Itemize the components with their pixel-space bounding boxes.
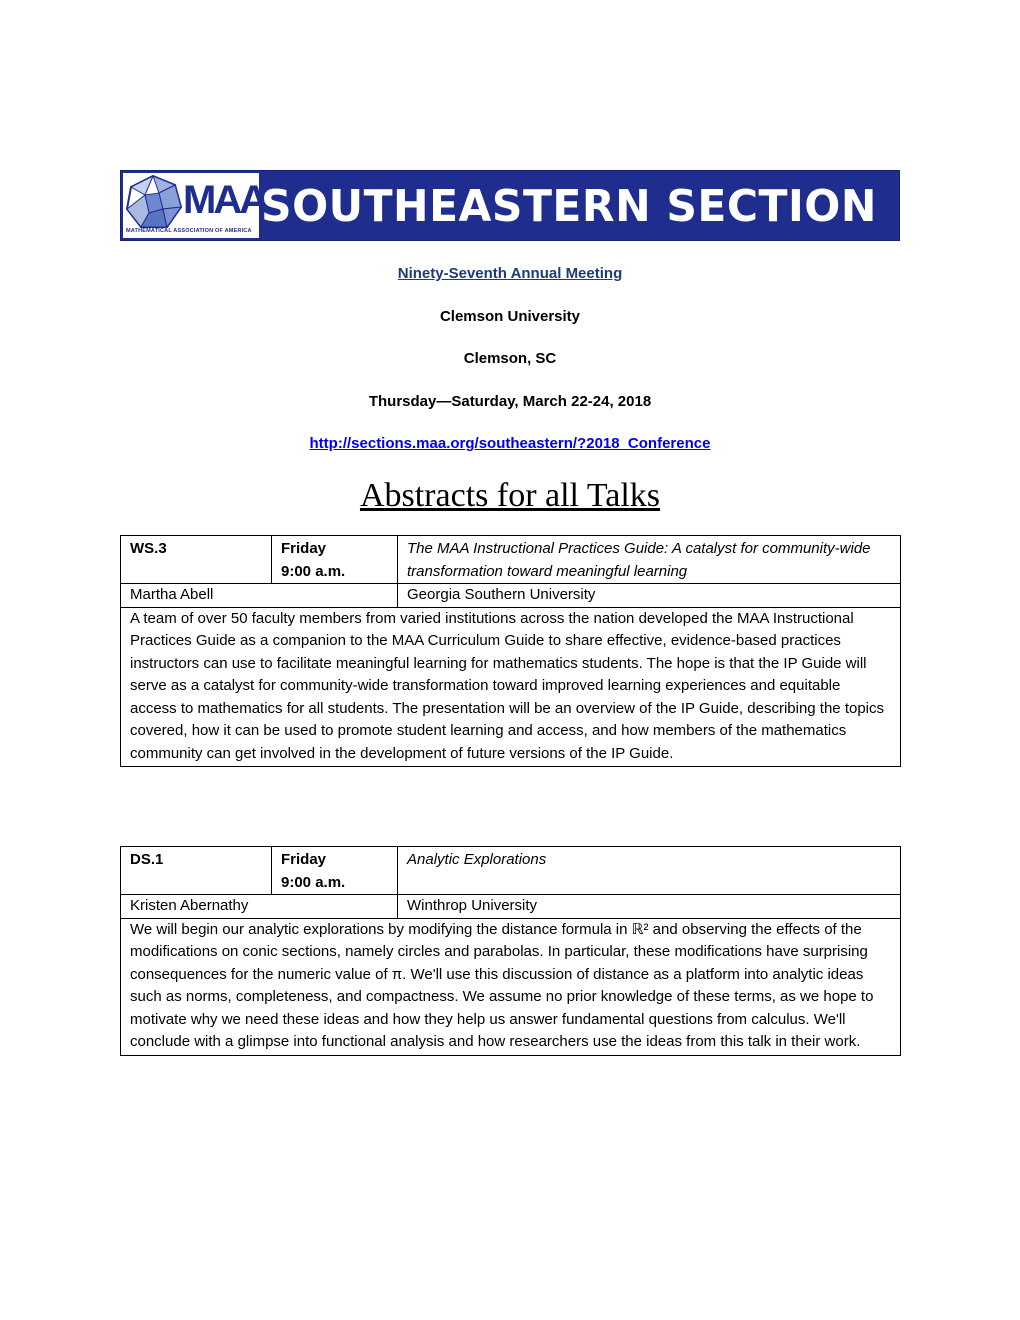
talk-code: WS.3 <box>121 536 272 584</box>
conference-url-link[interactable]: http://sections.maa.org/southeastern/?2018_Conference <box>309 435 711 452</box>
maa-logo-letters: MAA <box>183 178 266 222</box>
polyhedron-icon <box>123 173 185 231</box>
talk-time: 9:00 a.m. <box>281 562 346 580</box>
abstract-speaker-row <box>121 584 901 608</box>
abstract-text: We will begin our analytic explorations by modifying the distance formula in ℝ² and observing the effects of the modifications on conic sections, namely circles and parabolas. In particular, these modifications have surprising consequences for the numeric value of π. We'll use this discussion of distance as a platform into analytic ideas such as norms, completeness, and compactness. We assume no prior knowledge of these terms, as we hope to motivate why we need these ideas and how they help us answer fundamental questions from calculus. We'll conclude with a glimpse into functional analysis and how researchers use the ideas from this talk in their work. <box>121 918 901 1055</box>
abstract-header-row <box>121 847 901 895</box>
abstract-table <box>120 846 901 1056</box>
page-title: Abstracts for all Talks <box>359 477 661 514</box>
abstract-table <box>120 535 901 767</box>
talk-day: Friday <box>281 851 327 868</box>
talk-code: DS.1 <box>121 847 272 895</box>
maa-logo <box>123 173 266 238</box>
talk-title: The MAA Instructional Practices Guide: A catalyst for community-wide transformation toward meaningful learning <box>398 536 901 584</box>
abstract-body-row <box>121 918 901 1055</box>
talk-day: Friday <box>281 540 327 557</box>
meeting-location: Clemson, SC <box>463 350 557 367</box>
speaker-institution: Georgia Southern University <box>398 584 901 608</box>
university-name: Clemson University <box>439 308 581 325</box>
maa-banner <box>120 170 900 241</box>
maa-logo-subtext: MATHEMATICAL ASSOCIATION OF AMERICA <box>126 228 252 234</box>
talk-time: 9:00 a.m. <box>281 873 346 891</box>
meeting-dates: Thursday—Saturday, March 22-24, 2018 <box>368 393 652 410</box>
abstract-speaker-row <box>121 895 901 919</box>
abstract-text: A team of over 50 faculty members from varied institutions across the nation developed the MAA Instructional Practices Guide as a companion to the MAA Curriculum Guide to share effective, evidence-based practices instructors can use to facilitate meaningful learning for mathematics students. The hope is that the IP Guide will serve as a catalyst for community-wide transformation toward improved learning experiences and equitable access to mathematics for all students. The presentation will be an overview of the IP Guide, describing the topics covered, how it can be used to promote student learning and access, and how members of the mathematics community can get involved in the development of future versions of the IP Guide. <box>121 607 901 767</box>
talk-schedule <box>272 536 398 584</box>
talk-title: Analytic Explorations <box>398 847 901 895</box>
meeting-name-link[interactable]: Ninety-Seventh Annual Meeting <box>397 265 623 282</box>
abstract-body-row <box>121 607 901 767</box>
banner-title: SOUTHEASTERN SECTION <box>261 181 877 232</box>
abstract-header-row <box>121 536 901 584</box>
speaker-name: Martha Abell <box>121 584 398 608</box>
speaker-name: Kristen Abernathy <box>121 895 398 919</box>
speaker-institution: Winthrop University <box>398 895 901 919</box>
talk-schedule <box>272 847 398 895</box>
